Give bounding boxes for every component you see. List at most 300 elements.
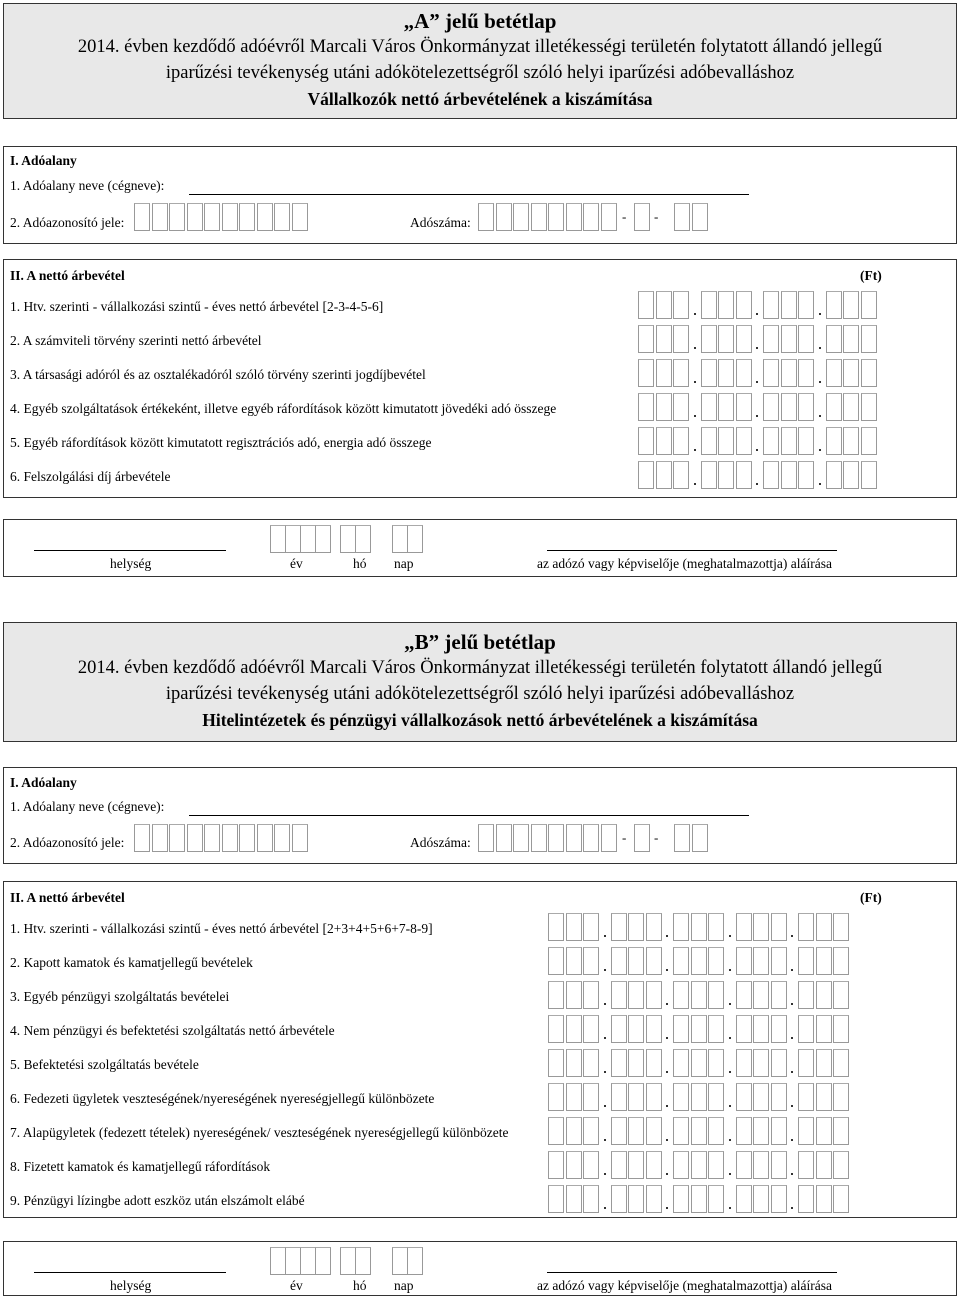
a-amount-box[interactable] [781, 393, 797, 421]
b-amount-box[interactable] [548, 1083, 564, 1111]
a-amount-box[interactable] [843, 461, 859, 489]
b-amount-box[interactable] [771, 1185, 787, 1213]
b-amount-box[interactable] [646, 981, 662, 1009]
b-amount-box[interactable] [628, 913, 644, 941]
a-taxid-box[interactable] [134, 203, 150, 231]
b-section-revenue [3, 881, 957, 1218]
b-amount-box[interactable] [691, 1117, 707, 1145]
a-amount-box[interactable] [861, 325, 877, 353]
b-day-box[interactable] [392, 1247, 408, 1275]
a-amount-box[interactable] [736, 291, 752, 319]
a-amount-box[interactable] [701, 291, 717, 319]
a-amount-box[interactable] [826, 461, 842, 489]
a-amount-box[interactable] [718, 291, 734, 319]
b-taxnumber-box[interactable] [513, 824, 529, 852]
a-place-field[interactable] [34, 550, 226, 551]
b-amount-box[interactable] [798, 947, 814, 975]
a-amount-box[interactable] [718, 427, 734, 455]
b-amount-box[interactable] [771, 981, 787, 1009]
b-amount-box[interactable] [611, 1117, 627, 1145]
a-amount-box[interactable] [656, 359, 672, 387]
a-amount-box[interactable] [798, 325, 814, 353]
b-amount-box[interactable] [548, 947, 564, 975]
b-amount-box[interactable] [628, 1015, 644, 1043]
b-amount-box[interactable] [708, 1015, 724, 1043]
b-amount-box[interactable] [816, 981, 832, 1009]
a-amount-box[interactable] [656, 393, 672, 421]
a-taxid-box[interactable] [152, 203, 168, 231]
b-amount-box[interactable] [628, 1083, 644, 1111]
b-amount-box[interactable] [771, 913, 787, 941]
a-amount-box[interactable] [656, 325, 672, 353]
b-amount-box[interactable] [583, 1185, 599, 1213]
b-amount-box[interactable] [673, 1049, 689, 1077]
b-amount-box[interactable] [708, 1185, 724, 1213]
b-month-box[interactable] [340, 1247, 356, 1275]
b-amount-box[interactable] [798, 1151, 814, 1179]
b-taxnumber-box[interactable] [583, 824, 599, 852]
b-taxnumber-box[interactable] [692, 824, 708, 852]
a-amount-box[interactable] [843, 393, 859, 421]
b-amount-box[interactable] [566, 947, 582, 975]
b-amount-box[interactable] [646, 1083, 662, 1111]
a-amount-box[interactable] [701, 393, 717, 421]
b-taxnumber-box[interactable] [601, 824, 617, 852]
b-amount-box[interactable] [771, 1083, 787, 1111]
b-amount-box[interactable] [798, 913, 814, 941]
b-amount-box[interactable] [798, 1083, 814, 1111]
b-thousands-separator [666, 1207, 668, 1209]
a-amount-box[interactable] [656, 291, 672, 319]
b-amount-box[interactable] [646, 1015, 662, 1043]
b-amount-box[interactable] [628, 1049, 644, 1077]
b-amount-box[interactable] [833, 1015, 849, 1043]
b-taxnumber-box[interactable] [566, 824, 582, 852]
b-amount-box[interactable] [566, 1015, 582, 1043]
b-thousands-separator [666, 1173, 668, 1175]
a-amount-box[interactable] [701, 359, 717, 387]
b-place-field[interactable] [34, 1272, 226, 1273]
b-amount-box[interactable] [611, 1015, 627, 1043]
b-thousands-separator [729, 1207, 731, 1209]
a-thousands-separator [756, 483, 758, 485]
b-amount-box[interactable] [816, 1049, 832, 1077]
b-amount-box[interactable] [816, 1015, 832, 1043]
b-thousands-separator [604, 935, 606, 937]
a-amount-box[interactable] [673, 393, 689, 421]
a-name-field[interactable] [189, 194, 749, 195]
b-amount-box[interactable] [673, 981, 689, 1009]
b-taxnumber-box[interactable] [531, 824, 547, 852]
b-taxid-box[interactable] [292, 824, 308, 852]
a-amount-box[interactable] [638, 325, 654, 353]
a-taxid-box[interactable] [239, 203, 255, 231]
a-amount-box[interactable] [638, 291, 654, 319]
b-amount-box[interactable] [566, 1117, 582, 1145]
a-year-box[interactable] [315, 525, 331, 553]
b-amount-box[interactable] [798, 1015, 814, 1043]
a-amount-box[interactable] [763, 427, 779, 455]
b-amount-box[interactable] [691, 1185, 707, 1213]
a-amount-box[interactable] [781, 325, 797, 353]
a-amount-box[interactable] [798, 461, 814, 489]
b-day-box[interactable] [407, 1247, 423, 1275]
b-amount-box[interactable] [566, 981, 582, 1009]
a-amount-box[interactable] [843, 291, 859, 319]
a-amount-box[interactable] [638, 359, 654, 387]
b-amount-box[interactable] [753, 913, 769, 941]
a-amount-box[interactable] [781, 359, 797, 387]
b-amount-box[interactable] [753, 981, 769, 1009]
b-amount-box[interactable] [628, 1185, 644, 1213]
b-amount-box[interactable] [646, 913, 662, 941]
b-amount-box[interactable] [583, 981, 599, 1009]
b-amount-box[interactable] [736, 1015, 752, 1043]
a-amount-box[interactable] [826, 291, 842, 319]
a-amount-box[interactable] [843, 325, 859, 353]
a-taxnumber-box[interactable] [531, 203, 547, 231]
a-taxnumber-box[interactable] [692, 203, 708, 231]
b-amount-box[interactable] [816, 1185, 832, 1213]
b-amount-box[interactable] [628, 1117, 644, 1145]
a-amount-box[interactable] [826, 325, 842, 353]
a-thousands-separator [694, 415, 696, 417]
b-taxnumber-box[interactable] [478, 824, 494, 852]
a-amount-box[interactable] [826, 427, 842, 455]
b-amount-box[interactable] [611, 1083, 627, 1111]
b-amount-box[interactable] [736, 1083, 752, 1111]
b-thousands-separator [729, 1173, 731, 1175]
b-amount-box[interactable] [691, 1151, 707, 1179]
b-thousands-separator [791, 1003, 793, 1005]
a-year-box[interactable] [300, 525, 316, 553]
a-amount-box[interactable] [673, 325, 689, 353]
b-amount-box[interactable] [691, 1083, 707, 1111]
b-amount-box[interactable] [548, 1185, 564, 1213]
a-amount-box[interactable] [861, 291, 877, 319]
a-taxid-box[interactable] [222, 203, 238, 231]
a-amount-box[interactable] [763, 461, 779, 489]
b-amount-box[interactable] [833, 1049, 849, 1077]
b-amount-box[interactable] [798, 981, 814, 1009]
b-amount-box[interactable] [583, 1049, 599, 1077]
b-amount-box[interactable] [708, 1083, 724, 1111]
a-taxnumber-box[interactable] [601, 203, 617, 231]
a-taxnumber-box[interactable] [478, 203, 494, 231]
b-amount-box[interactable] [611, 947, 627, 975]
a-amount-box[interactable] [763, 291, 779, 319]
a-amount-box[interactable] [656, 461, 672, 489]
b-amount-box[interactable] [736, 1151, 752, 1179]
a-amount-box[interactable] [673, 427, 689, 455]
a-amount-box[interactable] [673, 461, 689, 489]
b-amount-box[interactable] [583, 947, 599, 975]
a-amount-box[interactable] [798, 291, 814, 319]
a-section-revenue [3, 259, 957, 498]
b-amount-box[interactable] [771, 1015, 787, 1043]
b-amount-box[interactable] [708, 913, 724, 941]
a-amount-box[interactable] [861, 427, 877, 455]
b-amount-box[interactable] [691, 1015, 707, 1043]
b-amount-box[interactable] [708, 981, 724, 1009]
b-amount-box[interactable] [833, 981, 849, 1009]
b-amount-box[interactable] [628, 1151, 644, 1179]
b-amount-box[interactable] [628, 981, 644, 1009]
b-amount-box[interactable] [673, 913, 689, 941]
b-amount-box[interactable] [816, 947, 832, 975]
a-taxid-box[interactable] [187, 203, 203, 231]
b-amount-box[interactable] [628, 947, 644, 975]
a-taxnumber-box[interactable] [548, 203, 564, 231]
b-thousands-separator [604, 1037, 606, 1039]
b-taxid-box[interactable] [257, 824, 273, 852]
b-amount-box[interactable] [833, 1083, 849, 1111]
a-taxid-box[interactable] [292, 203, 308, 231]
b-amount-box[interactable] [708, 947, 724, 975]
a-taxnumber-box[interactable] [634, 203, 650, 231]
a-taxnumber-dash: - [654, 209, 659, 224]
b-amount-box[interactable] [753, 1015, 769, 1043]
b-amount-box[interactable] [691, 947, 707, 975]
b-amount-box[interactable] [548, 913, 564, 941]
a-year-box[interactable] [270, 525, 286, 553]
b-amount-box[interactable] [611, 1049, 627, 1077]
a-amount-box[interactable] [763, 325, 779, 353]
b-amount-box[interactable] [691, 981, 707, 1009]
b-thousands-separator [604, 1071, 606, 1073]
a-year-box[interactable] [285, 525, 301, 553]
b-amount-box[interactable] [736, 1117, 752, 1145]
a-amount-box[interactable] [718, 461, 734, 489]
a-taxnumber-box[interactable] [513, 203, 529, 231]
a-taxnumber-box[interactable] [566, 203, 582, 231]
b-amount-box[interactable] [753, 1151, 769, 1179]
b-amount-box[interactable] [611, 981, 627, 1009]
b-amount-box[interactable] [736, 913, 752, 941]
b-amount-box[interactable] [753, 1117, 769, 1145]
b-taxnumber-box[interactable] [674, 824, 690, 852]
a-amount-box[interactable] [763, 359, 779, 387]
b-amount-box[interactable] [753, 947, 769, 975]
a-amount-box[interactable] [781, 291, 797, 319]
b-amount-box[interactable] [646, 947, 662, 975]
b-taxid-box[interactable] [134, 824, 150, 852]
a-amount-box[interactable] [736, 461, 752, 489]
b-amount-box[interactable] [771, 947, 787, 975]
a-thousands-separator [694, 483, 696, 485]
a-amount-box[interactable] [718, 393, 734, 421]
a-taxid-box[interactable] [204, 203, 220, 231]
b-taxid-box[interactable] [239, 824, 255, 852]
a-amount-box[interactable] [826, 393, 842, 421]
b-amount-box[interactable] [753, 1185, 769, 1213]
b-amount-box[interactable] [708, 1117, 724, 1145]
b-amount-box[interactable] [753, 1049, 769, 1077]
b-amount-box[interactable] [833, 1117, 849, 1145]
a-amount-box[interactable] [638, 461, 654, 489]
b-taxnumber-box[interactable] [496, 824, 512, 852]
b-taxnumber-box[interactable] [548, 824, 564, 852]
a-taxnumber-box[interactable] [674, 203, 690, 231]
b-amount-box[interactable] [611, 1185, 627, 1213]
a-amount-box[interactable] [701, 461, 717, 489]
a-amount-box[interactable] [736, 325, 752, 353]
a-amount-box[interactable] [798, 393, 814, 421]
b-amount-box[interactable] [583, 913, 599, 941]
a-amount-box[interactable] [843, 427, 859, 455]
a-amount-box[interactable] [718, 325, 734, 353]
a-amount-box[interactable] [673, 359, 689, 387]
b-amount-box[interactable] [736, 947, 752, 975]
b-year-box[interactable] [300, 1247, 316, 1275]
b-amount-box[interactable] [736, 1185, 752, 1213]
b-amount-box[interactable] [771, 1117, 787, 1145]
b-place-label: helység [110, 1278, 152, 1293]
a-day-box[interactable] [392, 525, 408, 553]
b-amount-box[interactable] [583, 1083, 599, 1111]
b-amount-box[interactable] [583, 1151, 599, 1179]
a-thousands-separator [819, 449, 821, 451]
b-taxid-box[interactable] [274, 824, 290, 852]
b-revenue-row-label: 7. Alapügyletek (fedezett tételek) nyereségének/ veszteségének nyereségjellegű különbözete [10, 1125, 509, 1140]
a-month-box[interactable] [340, 525, 356, 553]
b-thousands-separator [666, 969, 668, 971]
b-amount-box[interactable] [566, 1049, 582, 1077]
a-revenue-row-label: 4. Egyéb szolgáltatások értékeként, illetve egyéb ráfordítások között kimutatott jövedéki adó összege [10, 401, 557, 416]
b-amount-box[interactable] [691, 1049, 707, 1077]
b-amount-box[interactable] [548, 1151, 564, 1179]
b-amount-box[interactable] [673, 1117, 689, 1145]
a-thousands-separator [694, 313, 696, 315]
b-taxid-box[interactable] [169, 824, 185, 852]
a-taxnumber-box[interactable] [583, 203, 599, 231]
b-taxid-box[interactable] [222, 824, 238, 852]
a-amount-box[interactable] [701, 427, 717, 455]
a-amount-box[interactable] [736, 359, 752, 387]
a-day-box[interactable] [407, 525, 423, 553]
b-amount-box[interactable] [708, 1049, 724, 1077]
b-amount-box[interactable] [673, 1185, 689, 1213]
b-year-box[interactable] [315, 1247, 331, 1275]
b-amount-box[interactable] [816, 1117, 832, 1145]
b-amount-box[interactable] [833, 913, 849, 941]
b-amount-box[interactable] [611, 913, 627, 941]
b-amount-box[interactable] [833, 1151, 849, 1179]
b-revenue-row-label: 8. Fizetett kamatok és kamatjellegű ráfordítások [10, 1159, 271, 1174]
b-amount-box[interactable] [646, 1185, 662, 1213]
b-taxid-box[interactable] [152, 824, 168, 852]
b-amount-box[interactable] [673, 1151, 689, 1179]
b-thousands-separator [666, 1071, 668, 1073]
b-taxid-box[interactable] [187, 824, 203, 852]
a-amount-box[interactable] [656, 427, 672, 455]
a-amount-box[interactable] [736, 393, 752, 421]
b-amount-box[interactable] [611, 1151, 627, 1179]
b-amount-box[interactable] [816, 1083, 832, 1111]
a-revenue-row-label: 1. Htv. szerinti - vállalkozási szintű - éves nettó árbevétel [2-3-4-5-6] [10, 299, 384, 314]
a-signature-field[interactable] [547, 550, 837, 551]
b-amount-box[interactable] [646, 1049, 662, 1077]
b-amount-box[interactable] [583, 1015, 599, 1043]
b-amount-box[interactable] [548, 1015, 564, 1043]
a-amount-box[interactable] [673, 291, 689, 319]
a-taxid-box[interactable] [169, 203, 185, 231]
a-amount-box[interactable] [798, 427, 814, 455]
b-amount-box[interactable] [673, 1015, 689, 1043]
b-amount-box[interactable] [566, 1185, 582, 1213]
b-amount-box[interactable] [566, 1151, 582, 1179]
b-amount-box[interactable] [833, 947, 849, 975]
b-amount-box[interactable] [646, 1117, 662, 1145]
a-amount-box[interactable] [701, 325, 717, 353]
a-header-subtitle: Vállalkozók nettó árbevételének a kiszámítása [307, 89, 653, 109]
b-taxpayer-title: I. Adóalany [10, 775, 77, 790]
b-amount-box[interactable] [548, 981, 564, 1009]
a-month-box[interactable] [355, 525, 371, 553]
a-taxid-box[interactable] [257, 203, 273, 231]
b-amount-box[interactable] [548, 1117, 564, 1145]
a-amount-box[interactable] [843, 359, 859, 387]
b-signature-field[interactable] [547, 1272, 837, 1273]
b-amount-box[interactable] [673, 947, 689, 975]
b-amount-box[interactable] [816, 1151, 832, 1179]
b-taxnumber-box[interactable] [634, 824, 650, 852]
b-thousands-separator [604, 1207, 606, 1209]
b-taxnumber-label: Adószáma: [410, 835, 471, 850]
b-amount-box[interactable] [771, 1151, 787, 1179]
b-year-box[interactable] [270, 1247, 286, 1275]
a-amount-box[interactable] [638, 427, 654, 455]
b-amount-box[interactable] [736, 981, 752, 1009]
b-amount-box[interactable] [833, 1185, 849, 1213]
b-amount-box[interactable] [798, 1117, 814, 1145]
b-amount-box[interactable] [583, 1117, 599, 1145]
a-amount-box[interactable] [718, 359, 734, 387]
b-amount-box[interactable] [548, 1049, 564, 1077]
b-month-box[interactable] [355, 1247, 371, 1275]
b-year-box[interactable] [285, 1247, 301, 1275]
a-taxid-box[interactable] [274, 203, 290, 231]
b-taxid-box[interactable] [204, 824, 220, 852]
a-amount-box[interactable] [763, 393, 779, 421]
b-amount-box[interactable] [691, 913, 707, 941]
b-amount-box[interactable] [673, 1083, 689, 1111]
b-amount-box[interactable] [736, 1049, 752, 1077]
b-amount-box[interactable] [708, 1151, 724, 1179]
b-amount-box[interactable] [753, 1083, 769, 1111]
b-amount-box[interactable] [798, 1049, 814, 1077]
a-amount-box[interactable] [826, 359, 842, 387]
a-amount-box[interactable] [861, 393, 877, 421]
a-taxnumber-box[interactable] [496, 203, 512, 231]
b-amount-box[interactable] [566, 913, 582, 941]
b-amount-box[interactable] [816, 913, 832, 941]
a-amount-box[interactable] [861, 461, 877, 489]
a-amount-box[interactable] [781, 427, 797, 455]
a-thousands-separator [819, 381, 821, 383]
a-amount-box[interactable] [861, 359, 877, 387]
b-amount-box[interactable] [646, 1151, 662, 1179]
b-amount-box[interactable] [566, 1083, 582, 1111]
a-amount-box[interactable] [781, 461, 797, 489]
b-amount-box[interactable] [771, 1049, 787, 1077]
b-amount-box[interactable] [798, 1185, 814, 1213]
a-amount-box[interactable] [638, 393, 654, 421]
b-name-field[interactable] [189, 815, 749, 816]
a-amount-box[interactable] [736, 427, 752, 455]
b-revenue-row-label: 6. Fedezeti ügyletek veszteségének/nyereségének nyereségjellegű különbözete [10, 1091, 435, 1106]
a-amount-box[interactable] [798, 359, 814, 387]
